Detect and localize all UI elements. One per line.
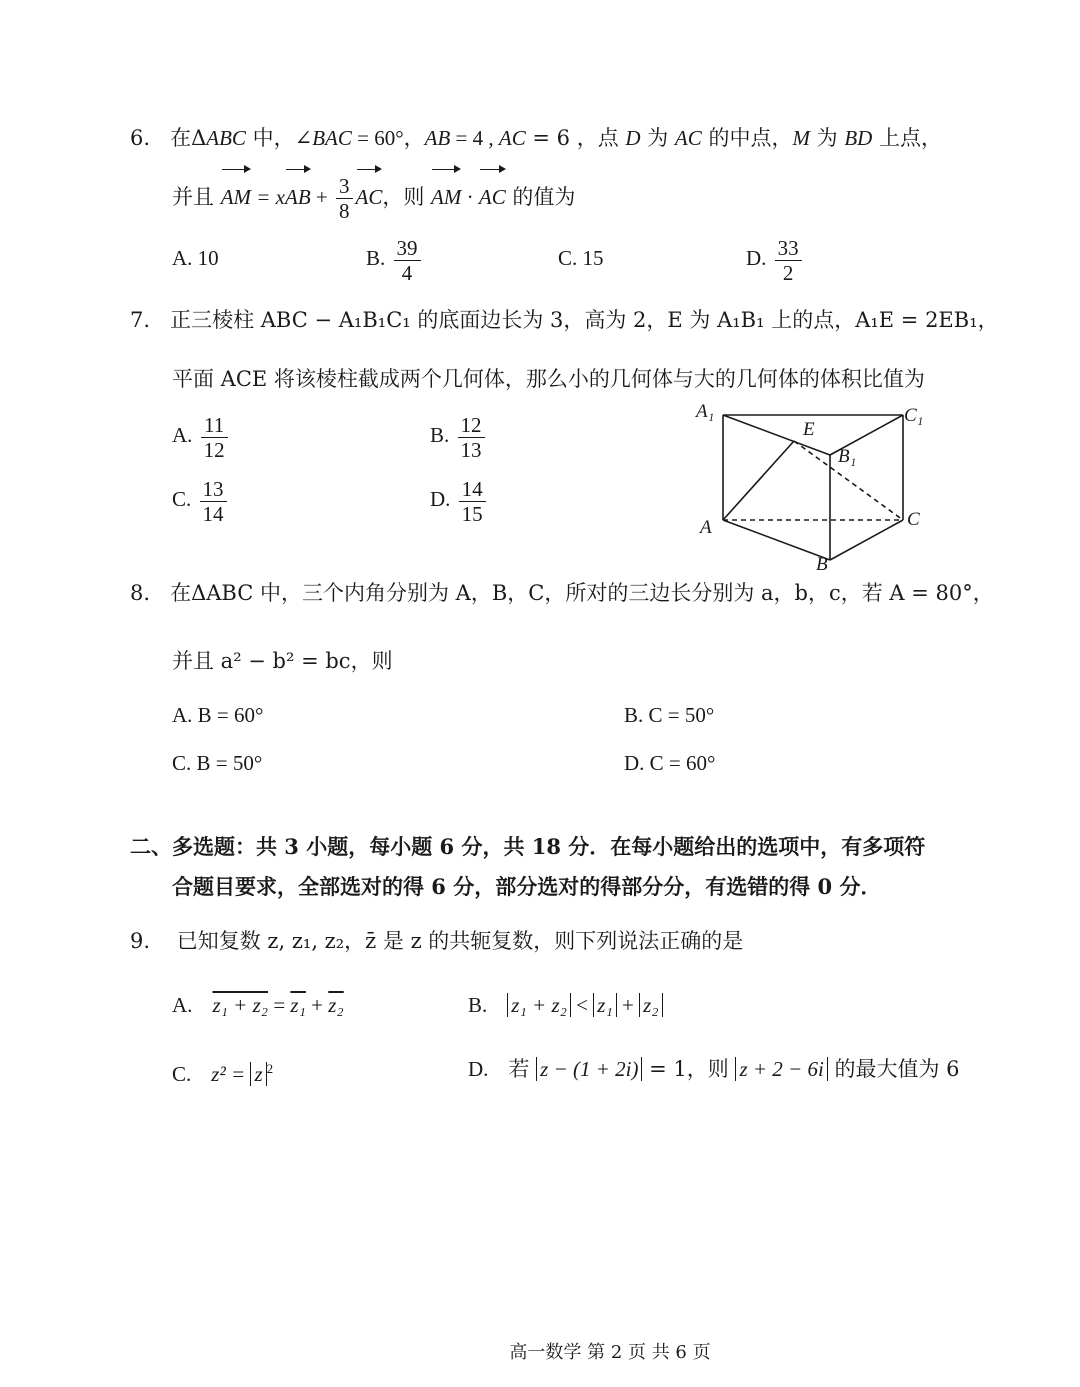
q9-option-c	[172, 1054, 273, 1089]
exponent: 2	[266, 1061, 274, 1076]
q6-option-d	[746, 230, 805, 286]
vector-am: AM	[221, 165, 251, 225]
numerator: 12	[458, 413, 485, 438]
q9-text: = 1，则	[642, 1057, 736, 1081]
label-c1: C₁	[904, 405, 924, 426]
q9-text: 已知复数 z, z₁, z₂，z̄ 是 z 的共轭复数，则下列说法正确的是	[176, 929, 744, 953]
option-label: D.	[468, 1057, 489, 1081]
edge-a-b	[723, 520, 830, 560]
q6-math: BD	[844, 126, 873, 150]
q7-text: 正三棱柱 ABC − A₁B₁C₁ 的底面边长为 3，高为 2，E 为 A₁B₁ 上的点，A₁E = 2EB₁，	[170, 308, 999, 332]
vector-ac: AC	[356, 165, 383, 225]
q6-text: 为	[640, 126, 675, 150]
q6-line2	[172, 165, 575, 225]
denominator: 12	[203, 437, 225, 462]
q6-math: AC	[498, 126, 526, 150]
q6-text: 中，∠	[245, 126, 313, 150]
fraction	[775, 236, 802, 285]
q6-math: AB	[424, 126, 451, 150]
q9-line1	[130, 926, 743, 956]
option-label: D.	[430, 487, 451, 511]
vector-ab: AB	[285, 165, 311, 225]
section2-heading-line2: 合题目要求，全部选对的得 6 分，部分选对的得部分分，有选错的得 0 分．	[172, 874, 882, 899]
denominator: 2	[782, 260, 794, 285]
label-a: A	[700, 517, 712, 538]
q6-math: BAC	[312, 126, 352, 150]
q7-option-c	[172, 471, 230, 527]
q8-option-c: C. B = 50°	[172, 751, 263, 775]
numerator: 13	[200, 477, 227, 502]
option-label: A.	[172, 993, 193, 1017]
abs-expression: z − (1 + 2i)	[536, 1057, 642, 1081]
abs-z1: z₁	[593, 993, 616, 1017]
q6-text: = 6 ，点	[525, 126, 626, 150]
q8-line2: 并且 a² − b² = bc，则	[172, 649, 393, 673]
q8-option-a: A. B = 60°	[172, 703, 264, 727]
q8-line1	[130, 578, 994, 608]
denominator: 14	[202, 501, 224, 526]
q9-math: +	[616, 993, 640, 1017]
denominator: 8	[339, 199, 350, 223]
numerator: 39	[394, 236, 421, 261]
q6-text: 的中点，	[701, 126, 793, 150]
fraction	[201, 413, 228, 462]
edge-b-c	[830, 520, 903, 560]
q9-text: 若	[508, 1057, 537, 1081]
q9-math: +	[305, 993, 329, 1017]
q8-option-b: B. C = 50°	[624, 703, 715, 727]
q6-option-a: A. 10	[172, 246, 219, 270]
q8-text: 在ΔABC 中，三个内角分别为 A，B，C，所对的三边长分别为 a，b，c，若 A = 80°，	[170, 581, 994, 605]
vector-ac: AC	[479, 165, 506, 225]
edge-a-e	[723, 441, 794, 520]
q7-option-d	[430, 471, 489, 527]
q9-text: 的最大值为 6	[827, 1057, 960, 1081]
numerator: 14	[459, 477, 486, 502]
option-label: B.	[366, 246, 386, 270]
conjugate-z2: z₂	[328, 993, 344, 1017]
numerator: 11	[201, 413, 228, 438]
fraction	[459, 477, 486, 526]
q7-line2: 平面 ACE 将该棱柱截成两个几何体，那么小的几何体与大的几何体的体积比值为	[172, 367, 925, 391]
q6-math: AC	[674, 126, 702, 150]
denominator: 15	[461, 501, 483, 526]
q6-line1	[130, 123, 942, 153]
denominator: 4	[401, 260, 413, 285]
q9-number: 9.	[130, 929, 151, 953]
abs-expression: z + 2 − 6i	[735, 1057, 827, 1081]
option-label: A.	[172, 423, 193, 447]
q9-option-d	[468, 1054, 960, 1084]
vector-am: AM	[431, 165, 461, 225]
q6-text: 为	[809, 126, 845, 150]
q7-number: 7.	[130, 308, 151, 332]
fraction	[200, 477, 227, 526]
label-c: C	[907, 509, 920, 530]
option-label: B.	[430, 423, 450, 447]
abs-z2: z₂	[639, 993, 662, 1017]
fraction-3-8	[336, 174, 353, 223]
q8-option-d: D. C = 60°	[624, 751, 716, 775]
fraction	[394, 236, 421, 285]
option-label: B.	[468, 993, 488, 1017]
q6-math: = 4 ,	[450, 126, 499, 150]
q7-line1	[130, 305, 999, 335]
option-label: C.	[172, 487, 192, 511]
q6-math: D	[625, 126, 641, 150]
label-e: E	[803, 419, 815, 440]
q9-math: =	[268, 993, 291, 1017]
q7-option-b	[430, 407, 488, 463]
q8-number: 8.	[130, 581, 151, 605]
q6-text: 并且	[172, 185, 221, 209]
prism-figure	[690, 395, 940, 575]
abs-sum: z₁ + z₂	[507, 993, 571, 1017]
q6-math: = 60°，	[351, 126, 425, 150]
q9-math: <	[570, 993, 594, 1017]
q9-option-b	[468, 990, 663, 1020]
section2-heading: 二、多选题：共 3 小题，每小题 6 分，共 18 分．在每小题给出的选项中，有多项符	[130, 834, 926, 859]
option-label: C.	[172, 1062, 192, 1086]
q6-math: = x	[251, 185, 286, 209]
q6-math: M	[792, 126, 810, 150]
q6-number: 6.	[130, 126, 151, 150]
q6-math: ABC	[206, 126, 246, 150]
option-label: D.	[746, 246, 767, 270]
q6-text: 的值为	[505, 185, 576, 209]
q6-option-c: C. 15	[558, 246, 604, 270]
q6-text: 在Δ	[170, 126, 207, 150]
conjugate-sum: z₁ + z₂	[212, 993, 269, 1017]
label-a1: A₁	[696, 401, 715, 422]
q6-option-b	[366, 230, 424, 286]
numerator: 33	[775, 236, 802, 261]
denominator: 13	[460, 437, 482, 462]
q9-math: z² =	[211, 1062, 251, 1086]
q6-math: ·	[461, 185, 479, 209]
q7-option-a	[172, 407, 231, 463]
q6-text: ，则	[382, 185, 432, 209]
q6-math: +	[310, 185, 334, 209]
conjugate-z1: z₁	[290, 993, 306, 1017]
q9-option-a	[172, 990, 344, 1020]
fraction	[458, 413, 485, 462]
label-b1: B₁	[838, 446, 857, 467]
numerator: 3	[336, 174, 353, 199]
abs-z: z	[250, 1062, 266, 1086]
q6-text: 上点，	[872, 126, 942, 150]
label-b: B	[816, 554, 828, 575]
page-footer: 高一数学 第 2 页 共 6 页	[509, 1342, 711, 1363]
